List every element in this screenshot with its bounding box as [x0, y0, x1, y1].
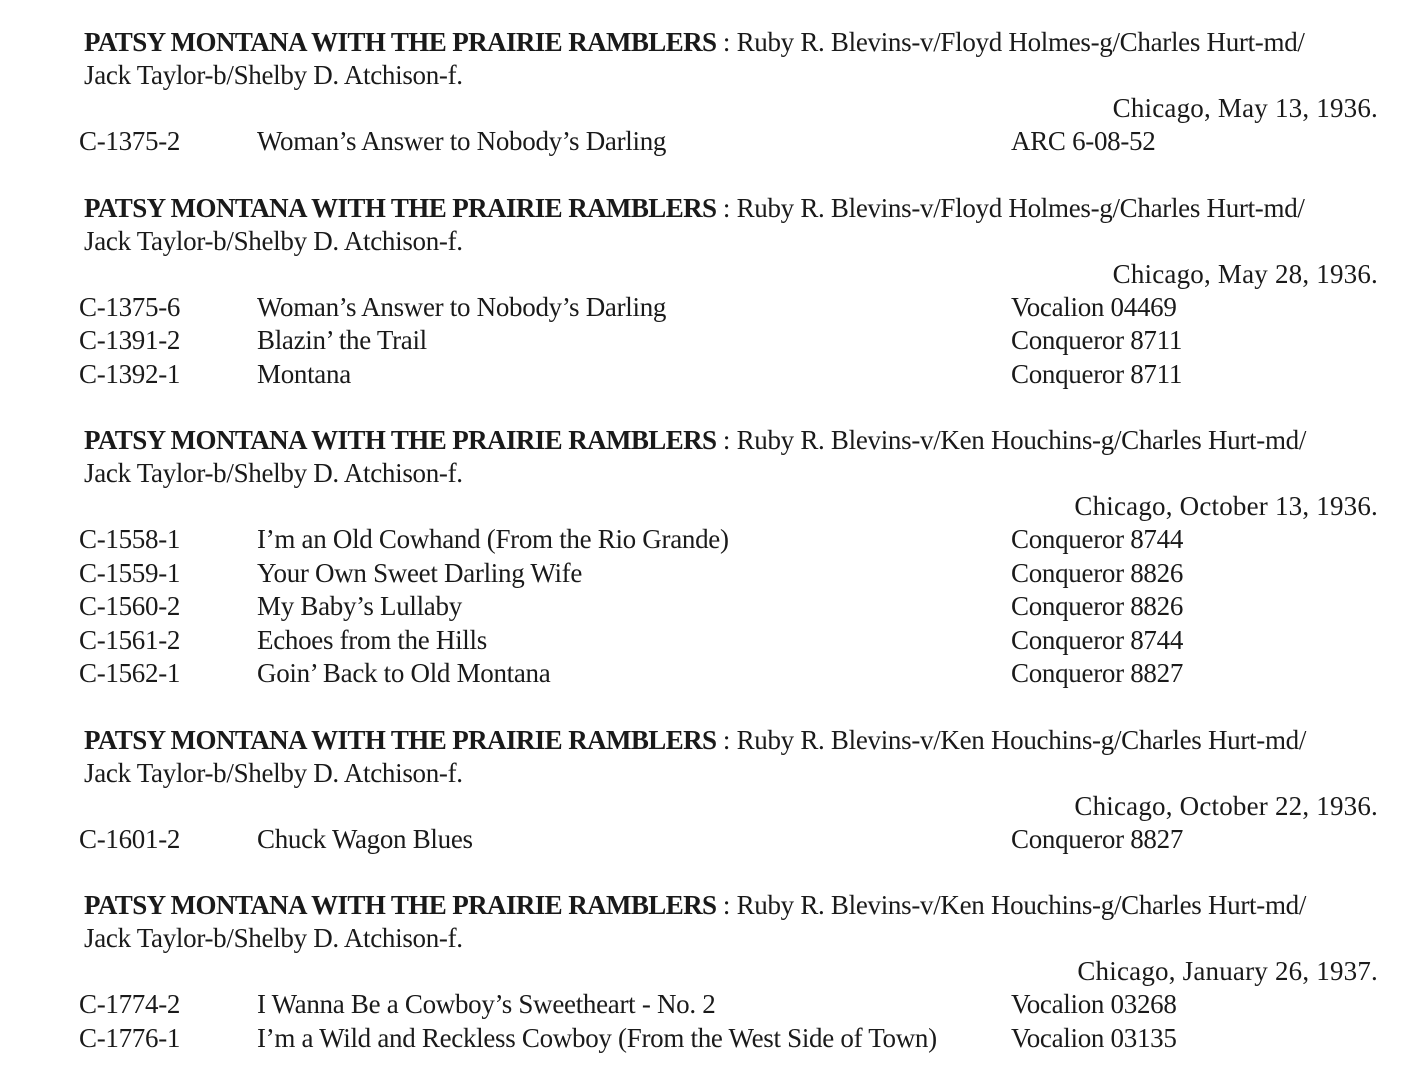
matrix-number: C-1391-2: [79, 325, 181, 355]
session-personnel: [84, 724, 1344, 790]
artist-name: PATSY MONTANA WITH THE PRAIRIE RAMBLERS: [84, 425, 717, 455]
session-personnel: [84, 26, 1344, 92]
matrix-number: C-1601-2: [79, 823, 181, 854]
personnel-list: Ruby R. Blevins-v/Ken Houchins-g/Charles Hurt-md/ Jack Taylor-b/Shelby D. Atchison-f.: [84, 724, 1307, 788]
recording-row: [0, 988, 1408, 1022]
issue-number: Conqueror 8744: [1011, 524, 1184, 554]
matrix-number: C-1560-2: [79, 591, 181, 621]
issue-number: Conqueror 8827: [1011, 823, 1184, 854]
session-block: [0, 26, 1408, 159]
recording-row: [0, 324, 1408, 358]
matrix-number: C-1375-2: [79, 126, 181, 156]
recording-row: [0, 557, 1408, 591]
session-personnel: [84, 889, 1344, 955]
personnel-list: Ruby R. Blevins-v/Floyd Holmes-g/Charles Hurt-md/ Jack Taylor-b/Shelby D. Atchison-f.: [84, 27, 1305, 90]
matrix-number: C-1558-1: [79, 524, 181, 554]
session-location-date: Chicago, January 26, 1937.: [1077, 956, 1378, 986]
issue-number: Conqueror 8711: [1011, 358, 1183, 389]
song-title: I Wanna Be a Cowboy’s Sweetheart - No. 2: [257, 989, 716, 1019]
song-title: Goin’ Back to Old Montana: [257, 658, 551, 688]
artist-name: PATSY MONTANA WITH THE PRAIRIE RAMBLERS: [84, 724, 717, 755]
issue-number: Conqueror 8711: [1011, 325, 1183, 355]
recording-row: [0, 624, 1408, 658]
song-title: I’m a Wild and Reckless Cowboy (From the West Side of Town): [257, 1022, 937, 1053]
artist-name: PATSY MONTANA WITH THE PRAIRIE RAMBLERS: [84, 890, 717, 920]
issue-number: Conqueror 8827: [1011, 658, 1184, 688]
session-location-date: Chicago, October 22, 1936.: [1074, 790, 1378, 821]
song-title: My Baby’s Lullaby: [257, 591, 462, 621]
recording-row: [0, 125, 1408, 159]
issue-number: Vocalion 04469: [1011, 291, 1177, 322]
separator: :: [716, 425, 737, 455]
session-block: [0, 889, 1408, 1055]
session-location-date: Chicago, May 13, 1936.: [1112, 93, 1378, 123]
song-title: Montana: [257, 358, 351, 389]
session-personnel: [84, 192, 1344, 258]
song-title: Woman’s Answer to Nobody’s Darling: [257, 291, 667, 322]
session-block: [0, 192, 1408, 392]
issue-number: Conqueror 8826: [1011, 591, 1184, 621]
personnel-list: Ruby R. Blevins-v/Ken Houchins-g/Charles Hurt-md/ Jack Taylor-b/Shelby D. Atchison-f.: [84, 425, 1307, 488]
recording-row: [0, 291, 1408, 325]
issue-number: Vocalion 03135: [1011, 1022, 1177, 1053]
matrix-number: C-1392-1: [79, 358, 181, 389]
recording-row: [0, 523, 1408, 557]
session-block: [0, 724, 1408, 857]
recording-row: [0, 657, 1408, 691]
separator: :: [716, 724, 737, 755]
recording-row: [0, 590, 1408, 624]
issue-number: Conqueror 8744: [1011, 624, 1184, 655]
discography-page: [0, 26, 1408, 1088]
separator: :: [716, 192, 737, 223]
song-title: Your Own Sweet Darling Wife: [257, 557, 583, 588]
song-title: Blazin’ the Trail: [257, 325, 427, 355]
song-title: Woman’s Answer to Nobody’s Darling: [257, 126, 667, 156]
song-title: I’m an Old Cowhand (From the Rio Grande): [257, 524, 729, 554]
song-title: Echoes from the Hills: [257, 624, 487, 655]
matrix-number: C-1375-6: [79, 291, 181, 322]
recording-row: [0, 1022, 1408, 1056]
session-location-date: Chicago, May 28, 1936.: [1112, 258, 1378, 289]
matrix-number: C-1559-1: [79, 557, 181, 588]
personnel-list: Ruby R. Blevins-v/Ken Houchins-g/Charles Hurt-md/ Jack Taylor-b/Shelby D. Atchison-f.: [84, 890, 1307, 953]
separator: :: [716, 890, 737, 920]
recording-row: [0, 823, 1408, 857]
song-title: Chuck Wagon Blues: [257, 823, 473, 854]
issue-number: Vocalion 03268: [1011, 989, 1177, 1019]
matrix-number: C-1774-2: [79, 989, 181, 1019]
session-block: [0, 424, 1408, 691]
artist-name: PATSY MONTANA WITH THE PRAIRIE RAMBLERS: [84, 192, 717, 223]
recording-row: [0, 358, 1408, 392]
issue-number: Conqueror 8826: [1011, 557, 1184, 588]
session-personnel: [84, 424, 1344, 490]
matrix-number: C-1562-1: [79, 658, 181, 688]
matrix-number: C-1561-2: [79, 624, 181, 655]
personnel-list: Ruby R. Blevins-v/Floyd Holmes-g/Charles Hurt-md/ Jack Taylor-b/Shelby D. Atchison-f.: [84, 192, 1305, 256]
session-location-date: Chicago, October 13, 1936.: [1074, 491, 1378, 521]
matrix-number: C-1776-1: [79, 1022, 181, 1053]
issue-number: ARC 6-08-52: [1011, 126, 1156, 156]
separator: :: [716, 27, 737, 57]
artist-name: PATSY MONTANA WITH THE PRAIRIE RAMBLERS: [84, 27, 717, 57]
